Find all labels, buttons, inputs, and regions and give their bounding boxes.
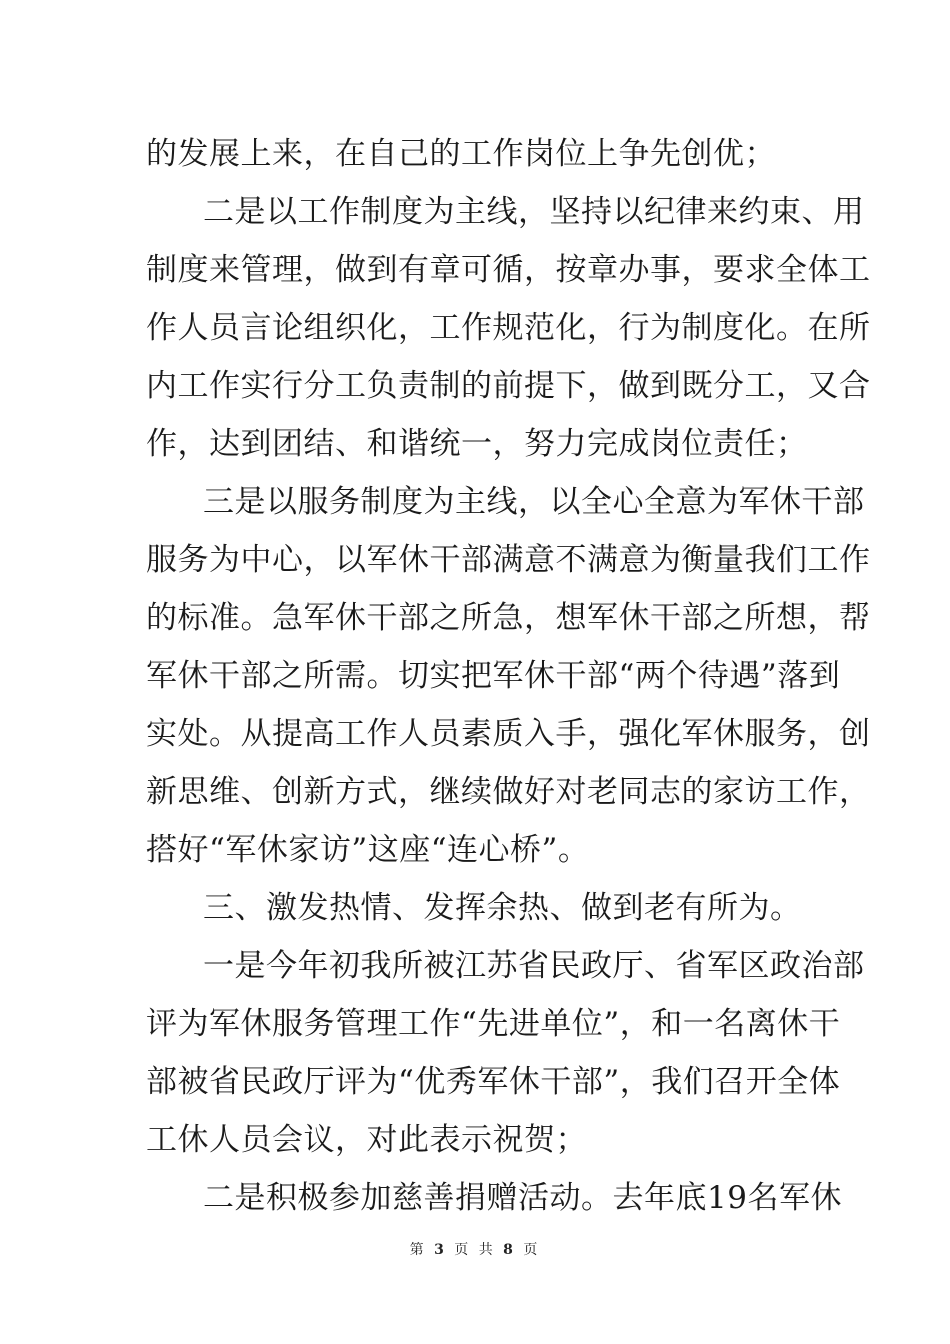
text-line: 工休人员会议，对此表示祝贺；	[146, 1122, 587, 1158]
text-line: 搭好“军休家访”这座“连心桥”。	[146, 832, 590, 868]
text-line: 作，达到团结、和谐统一，努力完成岗位责任；	[146, 426, 808, 462]
page-footer	[0, 1240, 950, 1260]
text-line: 内工作实行分工负责制的前提下，做到既分工，又合	[146, 368, 871, 404]
text-line: 的发展上来，在自己的工作岗位上争先创优；	[146, 136, 776, 172]
footer-middle: 页 共	[454, 1242, 496, 1258]
text-line: 实处。从提高工作人员素质入手，强化军休服务，创	[146, 716, 871, 752]
footer-prefix: 第	[409, 1242, 427, 1258]
text-line: 一是今年初我所被江苏省民政厅、省军区政治部	[203, 948, 865, 984]
text-line: 新思维、创新方式，继续做好对老同志的家访工作，	[146, 774, 871, 810]
text-line: 作人员言论组织化，工作规范化，行为制度化。在所	[146, 310, 871, 346]
current-page-number: 3	[434, 1242, 447, 1258]
section-heading: 三、激发热情、发挥余热、做到老有所为。	[203, 890, 802, 926]
text-line: 三是以服务制度为主线，以全心全意为军休干部	[203, 484, 865, 520]
text-line: 二是以工作制度为主线，坚持以纪律来约束、用	[203, 194, 865, 230]
text-line: 服务为中心，以军休干部满意不满意为衡量我们工作	[146, 542, 871, 578]
total-page-number: 8	[503, 1242, 516, 1258]
footer-suffix: 页	[523, 1242, 541, 1258]
text-line: 部被省民政厅评为“优秀军休干部”，我们召开全体	[146, 1064, 841, 1100]
text-line: 二是积极参加慈善捐赠活动。去年底19名军休	[203, 1180, 842, 1216]
text-line: 制度来管理，做到有章可循，按章办事，要求全体工	[146, 252, 871, 288]
text-line: 军休干部之所需。切实把军休干部“两个待遇”落到	[146, 658, 841, 694]
text-line: 的标准。急军休干部之所急，想军休干部之所想，帮	[146, 600, 871, 636]
text-line: 评为军休服务管理工作“先进单位”，和一名离休干	[146, 1006, 841, 1042]
